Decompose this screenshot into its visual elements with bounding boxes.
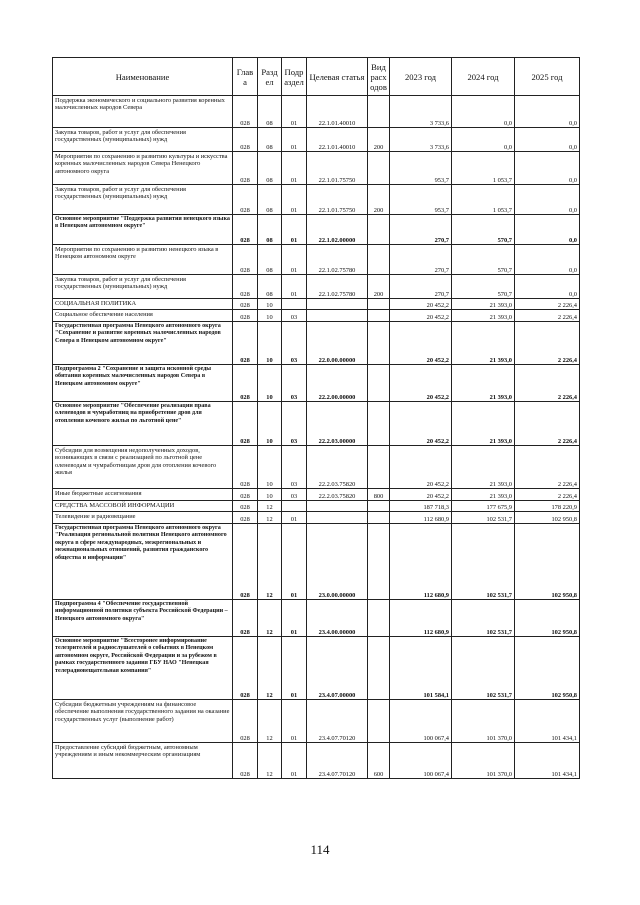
row-2024-cell: 102 531,7 bbox=[452, 600, 515, 637]
row-expense-type-cell bbox=[368, 152, 390, 185]
row-2023-cell: 270,7 bbox=[390, 215, 452, 245]
row-glava-cell: 028 bbox=[233, 600, 258, 637]
row-2023-cell: 20 452,2 bbox=[390, 402, 452, 446]
row-name-cell: Субсидии бюджетным учреждениям на финансовое обеспечение выполнения государственного задания на оказание государственных услуг (выполнение работ) bbox=[53, 700, 233, 743]
row-expense-type-cell bbox=[368, 402, 390, 446]
table-row bbox=[53, 185, 580, 215]
table-row bbox=[53, 446, 580, 489]
row-2023-cell: 953,7 bbox=[390, 185, 452, 215]
row-2023-cell: 20 452,2 bbox=[390, 365, 452, 402]
page-number: 114 bbox=[310, 842, 330, 857]
row-2025-cell: 2 226,4 bbox=[515, 299, 580, 310]
row-target-article-cell bbox=[307, 501, 368, 512]
table-row bbox=[53, 402, 580, 446]
row-target-article-cell: 22.1.01.40010 bbox=[307, 128, 368, 152]
row-podrazdel-cell: 01 bbox=[282, 128, 307, 152]
row-2025-cell: 2 226,4 bbox=[515, 489, 580, 501]
row-expense-type-cell bbox=[368, 322, 390, 365]
row-2025-cell: 102 950,8 bbox=[515, 637, 580, 700]
row-expense-type-cell bbox=[368, 245, 390, 275]
row-2023-cell: 953,7 bbox=[390, 152, 452, 185]
row-podrazdel-cell: 01 bbox=[282, 185, 307, 215]
table-row bbox=[53, 700, 580, 743]
row-glava-cell: 028 bbox=[233, 489, 258, 501]
row-glava-cell: 028 bbox=[233, 299, 258, 310]
row-name-cell: СРЕДСТВА МАССОВОЙ ИНФОРМАЦИИ bbox=[53, 501, 233, 512]
row-podrazdel-cell bbox=[282, 299, 307, 310]
row-razdel-cell: 08 bbox=[258, 245, 282, 275]
row-target-article-cell: 22.1.01.75750 bbox=[307, 185, 368, 215]
table-row bbox=[53, 322, 580, 365]
row-razdel-cell: 08 bbox=[258, 128, 282, 152]
row-expense-type-cell bbox=[368, 524, 390, 600]
row-podrazdel-cell: 03 bbox=[282, 365, 307, 402]
header-razdel: Разд ел bbox=[258, 58, 282, 96]
row-2023-cell: 20 452,2 bbox=[390, 322, 452, 365]
row-podrazdel-cell: 03 bbox=[282, 446, 307, 489]
row-2024-cell: 570,7 bbox=[452, 275, 515, 299]
row-2023-cell: 3 733,6 bbox=[390, 128, 452, 152]
row-expense-type-cell: 600 bbox=[368, 743, 390, 779]
row-glava-cell: 028 bbox=[233, 128, 258, 152]
row-target-article-cell: 23.4.07.70120 bbox=[307, 700, 368, 743]
row-2025-cell: 0,0 bbox=[515, 185, 580, 215]
table-row bbox=[53, 637, 580, 700]
table-row bbox=[53, 743, 580, 779]
row-target-article-cell bbox=[307, 310, 368, 322]
row-2025-cell: 102 950,8 bbox=[515, 512, 580, 524]
row-name-cell: Предоставление субсидий бюджетным, автономным учреждениям и иным некоммерческим организациям bbox=[53, 743, 233, 779]
row-name-cell: Телевидение и радиовещание bbox=[53, 512, 233, 524]
row-name-cell: Государственная программа Ненецкого автономного округа "Реализация региональной политики Ненецкого автономного округа в сфере международных, межрегиональных и межнациональных отношений, развития гражданского общества и информации" bbox=[53, 524, 233, 600]
row-2024-cell: 570,7 bbox=[452, 215, 515, 245]
table-body bbox=[53, 96, 580, 779]
row-glava-cell: 028 bbox=[233, 743, 258, 779]
row-name-cell: Основное мероприятие "Всесторонее информирование телезрителей и радиослушателей о событиях в Ненецком автономном округе, Российской Федерации и за рубежом в рамках государственного задания ГБУ НАО "Ненецкая телерадиовещательная компания" bbox=[53, 637, 233, 700]
row-2025-cell: 0,0 bbox=[515, 215, 580, 245]
row-podrazdel-cell: 01 bbox=[282, 96, 307, 128]
row-2025-cell: 178 220,9 bbox=[515, 501, 580, 512]
table-row bbox=[53, 310, 580, 322]
row-target-article-cell: 22.2.00.00000 bbox=[307, 365, 368, 402]
row-glava-cell: 028 bbox=[233, 152, 258, 185]
row-2025-cell: 2 226,4 bbox=[515, 322, 580, 365]
row-razdel-cell: 10 bbox=[258, 322, 282, 365]
row-2024-cell: 102 531,7 bbox=[452, 512, 515, 524]
table-row bbox=[53, 245, 580, 275]
table-row bbox=[53, 152, 580, 185]
row-2025-cell: 2 226,4 bbox=[515, 402, 580, 446]
row-2025-cell: 101 434,1 bbox=[515, 700, 580, 743]
row-2024-cell: 0,0 bbox=[452, 96, 515, 128]
row-glava-cell: 028 bbox=[233, 446, 258, 489]
row-2023-cell: 20 452,2 bbox=[390, 310, 452, 322]
row-2025-cell: 0,0 bbox=[515, 128, 580, 152]
row-razdel-cell: 10 bbox=[258, 489, 282, 501]
row-2024-cell: 21 393,0 bbox=[452, 322, 515, 365]
row-glava-cell: 028 bbox=[233, 275, 258, 299]
row-2025-cell: 2 226,4 bbox=[515, 365, 580, 402]
row-2024-cell: 1 053,7 bbox=[452, 152, 515, 185]
header-year-2024: 2024 год bbox=[452, 58, 515, 96]
row-expense-type-cell bbox=[368, 215, 390, 245]
row-2024-cell: 21 393,0 bbox=[452, 310, 515, 322]
row-expense-type-cell: 200 bbox=[368, 185, 390, 215]
row-2023-cell: 100 067,4 bbox=[390, 700, 452, 743]
budget-table bbox=[52, 57, 580, 779]
row-glava-cell: 028 bbox=[233, 322, 258, 365]
budget-table-sheet bbox=[52, 57, 579, 779]
row-glava-cell: 028 bbox=[233, 637, 258, 700]
row-2024-cell: 570,7 bbox=[452, 245, 515, 275]
row-2025-cell: 0,0 bbox=[515, 96, 580, 128]
table-row bbox=[53, 524, 580, 600]
row-2023-cell: 270,7 bbox=[390, 275, 452, 299]
row-razdel-cell: 10 bbox=[258, 299, 282, 310]
row-podrazdel-cell: 01 bbox=[282, 524, 307, 600]
row-glava-cell: 028 bbox=[233, 501, 258, 512]
row-expense-type-cell bbox=[368, 96, 390, 128]
row-razdel-cell: 12 bbox=[258, 700, 282, 743]
row-name-cell: Подпрограмма 2 "Сохранение и защита исконной среды обитания коренных малочисленных народов Севера в Ненецком автономном округе" bbox=[53, 365, 233, 402]
row-2025-cell: 2 226,4 bbox=[515, 310, 580, 322]
row-name-cell: Субсидии для возмещения недополученных доходов, возникающих в связи с реализацией по льготной цене оленеводам и чумработницам дров для отопления кочевого жилья bbox=[53, 446, 233, 489]
table-row bbox=[53, 215, 580, 245]
row-glava-cell: 028 bbox=[233, 185, 258, 215]
row-expense-type-cell bbox=[368, 299, 390, 310]
row-razdel-cell: 10 bbox=[258, 365, 282, 402]
row-2023-cell: 112 680,9 bbox=[390, 524, 452, 600]
row-razdel-cell: 08 bbox=[258, 275, 282, 299]
row-razdel-cell: 08 bbox=[258, 152, 282, 185]
table-row bbox=[53, 600, 580, 637]
row-target-article-cell: 22.1.02.75780 bbox=[307, 245, 368, 275]
row-razdel-cell: 12 bbox=[258, 637, 282, 700]
row-razdel-cell: 08 bbox=[258, 215, 282, 245]
row-expense-type-cell bbox=[368, 501, 390, 512]
row-name-cell: Поддержка экономического и социального развития коренных малочисленных народов Севера bbox=[53, 96, 233, 128]
row-2023-cell: 101 584,1 bbox=[390, 637, 452, 700]
row-2025-cell: 0,0 bbox=[515, 245, 580, 275]
table-row bbox=[53, 489, 580, 501]
row-2023-cell: 20 452,2 bbox=[390, 299, 452, 310]
row-podrazdel-cell: 03 bbox=[282, 402, 307, 446]
row-glava-cell: 028 bbox=[233, 215, 258, 245]
row-2025-cell: 102 950,8 bbox=[515, 600, 580, 637]
row-name-cell: Закупка товаров, работ и услуг для обеспечения государственных (муниципальных) нужд bbox=[53, 185, 233, 215]
row-podrazdel-cell: 01 bbox=[282, 637, 307, 700]
row-expense-type-cell bbox=[368, 365, 390, 402]
row-name-cell: Иные бюджетные ассигнования bbox=[53, 489, 233, 501]
row-name-cell: Мероприятия по сохранению и развитию культуры и искусства коренных малочисленных народов Севера Ненецкого автономного округа bbox=[53, 152, 233, 185]
row-glava-cell: 028 bbox=[233, 310, 258, 322]
table-row bbox=[53, 365, 580, 402]
row-target-article-cell: 22.2.03.00000 bbox=[307, 402, 368, 446]
row-expense-type-cell: 200 bbox=[368, 128, 390, 152]
row-razdel-cell: 10 bbox=[258, 310, 282, 322]
row-glava-cell: 028 bbox=[233, 365, 258, 402]
row-target-article-cell: 22.2.03.75820 bbox=[307, 489, 368, 501]
row-podrazdel-cell: 01 bbox=[282, 700, 307, 743]
row-name-cell: Закупка товаров, работ и услуг для обеспечения государственных (муниципальных) нужд bbox=[53, 275, 233, 299]
row-2023-cell: 3 733,6 bbox=[390, 96, 452, 128]
row-target-article-cell: 23.0.00.00000 bbox=[307, 524, 368, 600]
row-podrazdel-cell: 01 bbox=[282, 215, 307, 245]
row-podrazdel-cell: 03 bbox=[282, 489, 307, 501]
header-expense-type: Вид расх одов bbox=[368, 58, 390, 96]
row-2024-cell: 21 393,0 bbox=[452, 365, 515, 402]
row-2024-cell: 21 393,0 bbox=[452, 402, 515, 446]
row-podrazdel-cell: 03 bbox=[282, 322, 307, 365]
row-razdel-cell: 12 bbox=[258, 501, 282, 512]
row-podrazdel-cell: 01 bbox=[282, 275, 307, 299]
row-2023-cell: 270,7 bbox=[390, 245, 452, 275]
row-2025-cell: 101 434,1 bbox=[515, 743, 580, 779]
row-glava-cell: 028 bbox=[233, 700, 258, 743]
row-razdel-cell: 08 bbox=[258, 96, 282, 128]
row-2024-cell: 102 531,7 bbox=[452, 524, 515, 600]
row-2024-cell: 101 370,0 bbox=[452, 700, 515, 743]
header-year-2023: 2023 год bbox=[390, 58, 452, 96]
row-target-article-cell: 23.4.07.70120 bbox=[307, 743, 368, 779]
row-2024-cell: 0,0 bbox=[452, 128, 515, 152]
row-2023-cell: 112 680,9 bbox=[390, 600, 452, 637]
row-name-cell: Мероприятия по сохранению и развитию ненецкого языка в Ненецком автономном округе bbox=[53, 245, 233, 275]
row-2025-cell: 0,0 bbox=[515, 275, 580, 299]
header-podrazdel: Подр аздел bbox=[282, 58, 307, 96]
row-razdel-cell: 08 bbox=[258, 185, 282, 215]
table-header-row bbox=[53, 58, 580, 96]
row-name-cell: СОЦИАЛЬНАЯ ПОЛИТИКА bbox=[53, 299, 233, 310]
row-target-article-cell: 22.2.03.75820 bbox=[307, 446, 368, 489]
row-razdel-cell: 12 bbox=[258, 512, 282, 524]
row-podrazdel-cell: 01 bbox=[282, 600, 307, 637]
row-2025-cell: 0,0 bbox=[515, 152, 580, 185]
row-expense-type-cell bbox=[368, 446, 390, 489]
row-target-article-cell: 22.0.00.00000 bbox=[307, 322, 368, 365]
row-razdel-cell: 12 bbox=[258, 743, 282, 779]
row-glava-cell: 028 bbox=[233, 512, 258, 524]
row-podrazdel-cell: 01 bbox=[282, 152, 307, 185]
row-glava-cell: 028 bbox=[233, 524, 258, 600]
row-name-cell: Социальное обеспечение населения bbox=[53, 310, 233, 322]
row-name-cell: Государственная программа Ненецкого автономного округа "Сохранение и развитие коренных малочисленных народов Севера в Ненецком автономном округе" bbox=[53, 322, 233, 365]
row-expense-type-cell bbox=[368, 600, 390, 637]
row-expense-type-cell bbox=[368, 637, 390, 700]
row-podrazdel-cell: 01 bbox=[282, 743, 307, 779]
row-2024-cell: 101 370,0 bbox=[452, 743, 515, 779]
row-name-cell: Основное мероприятие "Обеспечение реализации права оленеводов и чумработниц на приобретение дров для отопления кочевого жилья по льготной цене" bbox=[53, 402, 233, 446]
row-razdel-cell: 10 bbox=[258, 446, 282, 489]
row-target-article-cell: 23.4.00.00000 bbox=[307, 600, 368, 637]
row-razdel-cell: 12 bbox=[258, 600, 282, 637]
row-podrazdel-cell: 01 bbox=[282, 512, 307, 524]
row-podrazdel-cell: 01 bbox=[282, 245, 307, 275]
table-row bbox=[53, 128, 580, 152]
row-2025-cell: 2 226,4 bbox=[515, 446, 580, 489]
row-target-article-cell: 22.1.02.75780 bbox=[307, 275, 368, 299]
row-2024-cell: 1 053,7 bbox=[452, 185, 515, 215]
row-podrazdel-cell bbox=[282, 501, 307, 512]
row-2025-cell: 102 950,8 bbox=[515, 524, 580, 600]
row-target-article-cell: 22.1.02.00000 bbox=[307, 215, 368, 245]
row-2024-cell: 21 393,0 bbox=[452, 489, 515, 501]
row-2024-cell: 21 393,0 bbox=[452, 446, 515, 489]
header-glava: Глав а bbox=[233, 58, 258, 96]
row-target-article-cell: 23.4.07.00000 bbox=[307, 637, 368, 700]
table-row bbox=[53, 275, 580, 299]
row-name-cell: Закупка товаров, работ и услуг для обеспечения государственных (муниципальных) нужд bbox=[53, 128, 233, 152]
header-target-article: Целевая статья bbox=[307, 58, 368, 96]
row-2023-cell: 187 718,3 bbox=[390, 501, 452, 512]
row-target-article-cell bbox=[307, 512, 368, 524]
row-expense-type-cell: 800 bbox=[368, 489, 390, 501]
row-razdel-cell: 10 bbox=[258, 402, 282, 446]
row-name-cell: Основное мероприятие "Поддержка развития ненецкого языка в Ненецком автономном округе" bbox=[53, 215, 233, 245]
row-2024-cell: 177 675,9 bbox=[452, 501, 515, 512]
row-2023-cell: 100 067,4 bbox=[390, 743, 452, 779]
row-2023-cell: 20 452,2 bbox=[390, 446, 452, 489]
row-2023-cell: 20 452,2 bbox=[390, 489, 452, 501]
header-year-2025: 2025 год bbox=[515, 58, 580, 96]
row-2023-cell: 112 680,9 bbox=[390, 512, 452, 524]
table-row bbox=[53, 512, 580, 524]
row-target-article-cell bbox=[307, 299, 368, 310]
row-name-cell: Подпрограмма 4 "Обеспечение государственной информационной политики субъекта Российской Федерации – Ненецкого автономного округа" bbox=[53, 600, 233, 637]
row-expense-type-cell bbox=[368, 700, 390, 743]
row-razdel-cell: 12 bbox=[258, 524, 282, 600]
row-podrazdel-cell: 03 bbox=[282, 310, 307, 322]
table-row bbox=[53, 501, 580, 512]
row-expense-type-cell bbox=[368, 512, 390, 524]
row-expense-type-cell: 200 bbox=[368, 275, 390, 299]
header-name: Наименование bbox=[53, 58, 233, 96]
row-expense-type-cell bbox=[368, 310, 390, 322]
row-2024-cell: 21 393,0 bbox=[452, 299, 515, 310]
row-glava-cell: 028 bbox=[233, 96, 258, 128]
row-target-article-cell: 22.1.01.40010 bbox=[307, 96, 368, 128]
table-row bbox=[53, 299, 580, 310]
table-row bbox=[53, 96, 580, 128]
row-glava-cell: 028 bbox=[233, 402, 258, 446]
row-2024-cell: 102 531,7 bbox=[452, 637, 515, 700]
row-target-article-cell: 22.1.01.75750 bbox=[307, 152, 368, 185]
row-glava-cell: 028 bbox=[233, 245, 258, 275]
